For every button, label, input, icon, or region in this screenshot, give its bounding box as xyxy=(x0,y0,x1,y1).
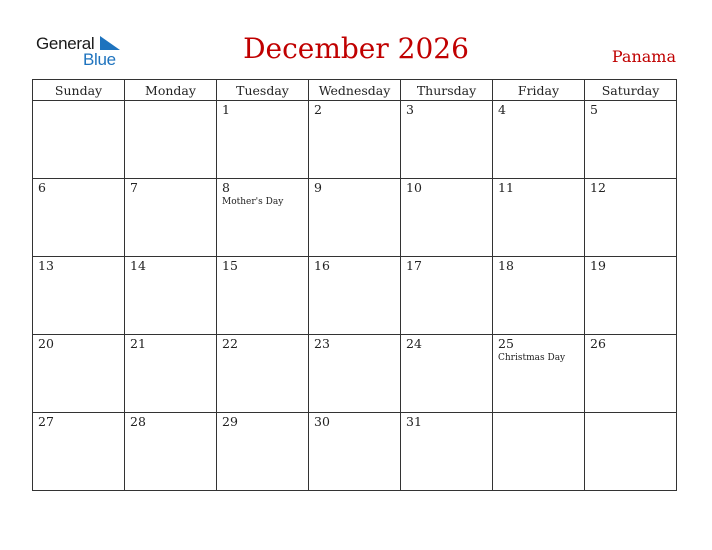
day-number: 21 xyxy=(130,336,146,351)
day-cell xyxy=(401,101,493,179)
day-number: 4 xyxy=(498,102,506,117)
day-number: 7 xyxy=(130,180,138,195)
weekday-header-row xyxy=(33,80,677,101)
day-cell xyxy=(309,257,401,335)
logo-text-general: General xyxy=(36,34,95,53)
day-cell xyxy=(585,179,677,257)
day-number: 26 xyxy=(590,336,606,351)
weekday-header-thursday: Thursday xyxy=(401,80,493,101)
day-number: 16 xyxy=(314,258,330,273)
day-cell xyxy=(585,101,677,179)
day-cell xyxy=(401,179,493,257)
day-cell xyxy=(401,413,493,491)
weekday-header-saturday: Saturday xyxy=(585,80,677,101)
day-number: 17 xyxy=(406,258,422,273)
day-cell xyxy=(493,257,585,335)
calendar-body xyxy=(33,101,677,491)
day-number: 3 xyxy=(406,102,414,117)
day-cell xyxy=(33,101,125,179)
day-cell xyxy=(585,335,677,413)
day-cell xyxy=(493,335,585,413)
day-cell xyxy=(217,101,309,179)
week-row xyxy=(33,335,677,413)
day-cell xyxy=(493,179,585,257)
day-number: 12 xyxy=(590,180,606,195)
week-row xyxy=(33,413,677,491)
weekday-header-friday: Friday xyxy=(493,80,585,101)
day-cell xyxy=(309,179,401,257)
logo-text-blue: Blue xyxy=(83,50,116,69)
day-number: 1 xyxy=(222,102,230,117)
day-cell xyxy=(125,335,217,413)
country-label: Panama xyxy=(611,47,676,66)
day-number: 18 xyxy=(498,258,514,273)
weekday-header-monday: Monday xyxy=(125,80,217,101)
day-cell xyxy=(401,257,493,335)
day-number: 24 xyxy=(406,336,422,351)
day-number: 27 xyxy=(38,414,54,429)
weekday-header-sunday: Sunday xyxy=(33,80,125,101)
day-cell xyxy=(33,179,125,257)
day-number: 2 xyxy=(314,102,322,117)
page-title: December 2026 xyxy=(243,32,469,65)
day-cell xyxy=(217,179,309,257)
day-number: 15 xyxy=(222,258,238,273)
holiday-label: Mother's Day xyxy=(222,197,284,207)
weekday-header-tuesday: Tuesday xyxy=(217,80,309,101)
week-row xyxy=(33,257,677,335)
day-cell xyxy=(125,101,217,179)
day-cell xyxy=(125,413,217,491)
day-cell xyxy=(493,101,585,179)
week-row xyxy=(33,179,677,257)
day-cell xyxy=(125,257,217,335)
day-cell xyxy=(217,335,309,413)
day-cell xyxy=(585,413,677,491)
day-number: 13 xyxy=(38,258,54,273)
day-number: 8 xyxy=(222,180,230,195)
day-number: 30 xyxy=(314,414,330,429)
weekday-header-wednesday: Wednesday xyxy=(309,80,401,101)
day-number: 5 xyxy=(590,102,598,117)
day-cell xyxy=(401,335,493,413)
day-number: 9 xyxy=(314,180,322,195)
day-number: 6 xyxy=(38,180,46,195)
day-cell xyxy=(309,413,401,491)
holiday-label: Christmas Day xyxy=(498,353,566,363)
day-number: 28 xyxy=(130,414,146,429)
day-number: 22 xyxy=(222,336,238,351)
day-cell xyxy=(125,179,217,257)
calendar-grid xyxy=(32,79,677,491)
day-cell xyxy=(33,335,125,413)
day-cell xyxy=(33,257,125,335)
day-number: 14 xyxy=(130,258,146,273)
day-number: 11 xyxy=(498,180,514,195)
day-number: 23 xyxy=(314,336,330,351)
day-cell xyxy=(493,413,585,491)
day-number: 25 xyxy=(498,336,514,351)
day-cell xyxy=(217,257,309,335)
day-number: 19 xyxy=(590,258,606,273)
day-cell xyxy=(217,413,309,491)
day-cell xyxy=(309,101,401,179)
day-cell xyxy=(585,257,677,335)
week-row xyxy=(33,101,677,179)
day-cell xyxy=(33,413,125,491)
day-number: 20 xyxy=(38,336,54,351)
day-number: 29 xyxy=(222,414,238,429)
day-number: 10 xyxy=(406,180,422,195)
day-cell xyxy=(309,335,401,413)
day-number: 31 xyxy=(406,414,422,429)
